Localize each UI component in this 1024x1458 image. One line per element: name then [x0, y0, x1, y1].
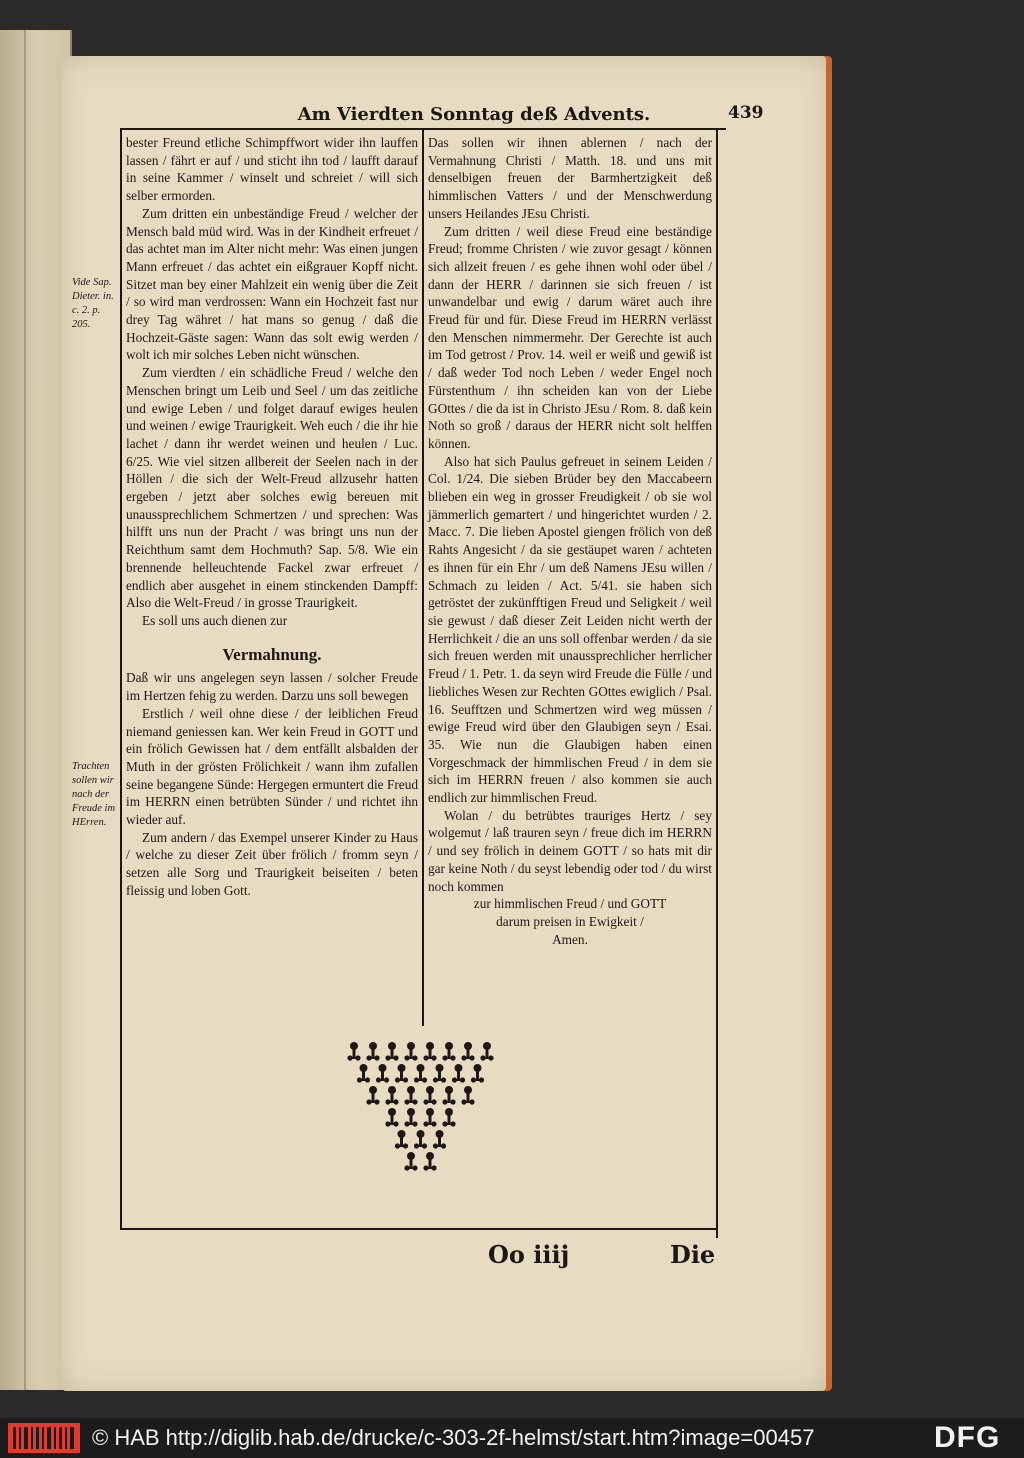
hab-barcode-logo-icon	[8, 1423, 80, 1453]
running-header: Am Vierdten Sonntag deß Advents.	[297, 104, 651, 125]
margin-note-vide: Vide Sap. Dieter. in. c. 2. p. 205.	[72, 277, 114, 330]
paragraph: Daß wir uns angelegen seyn lassen / solcher Freude im Hertzen fehig zu werden. Darzu uns soll bewegen	[126, 670, 418, 704]
closing-line: darum preisen in Ewigkeit /	[496, 913, 644, 929]
paragraph: Das sollen wir ihnen ablernen / nach der Vermahnung Christi / Matth. 18. und uns mit denselbigen freuen der Barmhertzigkeit deß himmlischen Vatters / und der Menschwerdung unsers Heilandes JEsu Christi.	[428, 135, 712, 221]
page-number: 439	[728, 103, 764, 123]
paragraph: Wolan / du betrübtes trauriges Hertz / sey wolgemut / laß trauren seyn / freue dich im HERRN / und sey frölich in deinem GOTT / so hats mit dir gar keine Noth / du seyst lebendig oder tod / du wirst noch kommen	[428, 807, 712, 894]
paragraph: Erstlich / weil ohne diese / der leiblichen Freud niemand geniessen kan. Wer kein Freud in GOTT und ein frölich Gewissen hat / dem entfällt alsbalden der Muth in der grösten Frölichkeit / wann ihm zufallen seine begangene Sünde: Hergegen ermuntert die Freud im HERRN einen betrübten Sünder / und richtet ihn wieder auf.	[126, 705, 418, 828]
closing-line: zur himmlischen Freud / und GOTT	[473, 896, 667, 912]
paragraph: Es soll uns auch dienen zur	[142, 612, 288, 628]
paragraph: Zum vierdten / ein schädliche Freud / welche den Menschen bringt um Leib und Seel / um das zeitliche und ewige Leben / und folget darauf ewiges heulen und weinen / ewige Traurigkeit. Weh euch / die ihr hie lachet / dann ihr werdet weinen und heulen / Luc. 6/25. Wie viel sitzen allbereit der Seelen nach in der Höllen / die sich der Welt-Freud allzusehr hatten ergeben / jetzt aber solches ewig bereuen mit unaussprechlichem Schmertzen / und sprechen: Was hilfft uns nun der Pracht / was bringt uns nun der Reichthum samt dem Hochmuth? Sap. 5/8. Wie ein brennende helleuchtende Fackel zwar erfreuet / endlich aber ausgehet in einem stinckenden Dampff: Also die Welt-Freud / in grosse Traurigkeit.	[126, 365, 418, 611]
paragraph: bester Freund etliche Schimpffwort wider ihn lauffen lassen / fährt er auf / und sticht ihn tod / laufft darauf in seine Kammer / winselt und schreiet / will sich selber ermorden.	[126, 135, 418, 204]
frame-rule-left	[120, 128, 122, 1228]
left-column	[126, 134, 418, 900]
catchword: Die	[670, 1240, 716, 1269]
paragraph: Zum andern / das Exempel unserer Kinder zu Haus / welche zu dieser Zeit über frölich / fromm seyn / setzen alle Sorg und Traurigkeit beiseiten / beten fleissig und loben Gott.	[126, 829, 418, 898]
section-heading: Vermahnung.	[222, 644, 322, 664]
header-rule	[122, 128, 726, 130]
frame-rule-bottom	[120, 1228, 718, 1230]
paragraph: Zum dritten ein unbeständige Freud / welcher der Mensch bald müd wird. Was in der Kindheit erfreuet / das achtet man im Alter nicht mehr: Was einen jungen Mann erfreuet / das achtet ein eißgrauer Kopff nicht. Sitzet man bey einer Mahlzeit ein wenig über die Zeit / so wird man verdrossen: Wann ein Hochzeit fast nur drey Tag währet / hat mans so genug / daß die Hochzeit-Gäste sagen: Wann das solt ewig werden / wolt ich mir solches Leben nicht wünschen.	[126, 205, 418, 363]
paragraph: Also hat sich Paulus gefreuet in seinem Leiden / Col. 1/24. Die sieben Brüder bey den Maccabeern blieben ein weg in grosser Freudigkeit / ob sie wol jämmerlich gemartert / und hingerichtet wurden / 2. Macc. 7. Die lieben Apostel giengen frölich von deß Rahts Angesicht / da sie gestäupet waren / achteten es ihnen für ein Ehr / um deß Namens JEsu willen / Schmach zu leiden / Act. 5/41. sie haben sich getröstet der zukünfftigen Freud und Seligkeit / weil sie gewust / daß dieser Zeit Leiden nicht werth der Herrlichkeit / die an uns soll offenbar werden / da sie sich freuen werden mit unaussprechlicher herrlicher Freud / 1. Petr. 1. da seyn wird Freude die Fülle / und liebliches Wesen zur Rechten GOttes ewiglich / Psal. 16. Seufftzen und Schmertzen wird weg müssen / ewige Freud wird über den Glaubigen seyn / Esai. 35. Wie nun die Glaubigen haben einen Vorgeschmack der himmlischen Freud / in dem sie sich im HERRN freuen / also kommen sie auch endlich zur himmlischen Freud.	[428, 453, 712, 806]
margin-note-trachten: Trachten sollen wir nach der Freude im HErren.	[72, 761, 116, 828]
signature-mark: Oo iiij	[488, 1240, 570, 1269]
column-divider	[422, 130, 424, 1026]
closing-amen: Amen.	[552, 931, 588, 947]
right-column	[428, 134, 712, 948]
copyright-url-text[interactable]: © HAB http://diglib.hab.de/drucke/c-303-2f-helmst/start.htm?image=00457	[92, 1425, 815, 1450]
fleuron-ornament-icon	[338, 1038, 503, 1178]
viewer-footer	[0, 1418, 1024, 1458]
dfg-logo: DFG	[934, 1421, 1001, 1454]
frame-rule-right	[716, 128, 718, 1238]
paragraph: Zum dritten / weil diese Freud eine beständige Freud; fromme Christen / wie zuvor gesagt / können sich allzeit freuen / es gehe ihnen wohl oder übel / dann der HERR / darinnen sie sich freuen / ist unwandelbar und ewig / darum wäret auch ihre Freud für und für. Diese Freud im HERRN verlässt den Menschen nimmermehr. Der Gerechte ist auch im Tod getrost / Prov. 14. weil er weiß und gewiß ist / daß weder Tod noch Leben / weder Engel noch Fürstenthum / ihn scheiden kan von der Liebe GOttes / die da ist in Christo JEsu / Rom. 8. daß kein Noth so groß / daraus der HERR nicht solt helffen können.	[428, 223, 712, 451]
